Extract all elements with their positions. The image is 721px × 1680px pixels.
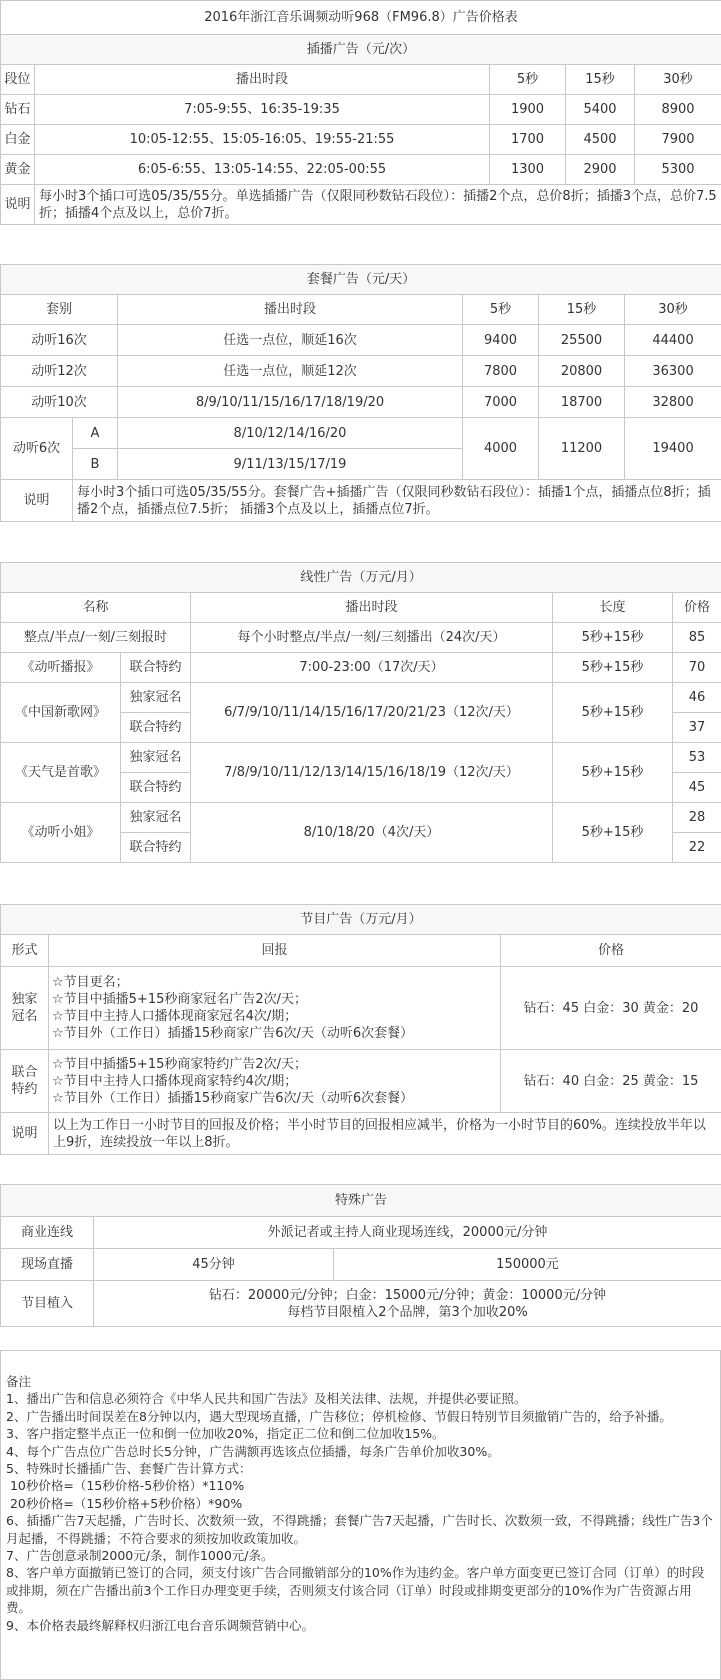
- price-cell: 36300: [625, 356, 721, 387]
- header-15s: 15秒: [566, 65, 635, 95]
- length-cell: 5秒+15秒: [553, 653, 673, 683]
- header-time: 播出时段: [35, 65, 490, 95]
- length-cell: 5秒+15秒: [553, 743, 673, 803]
- price-cell: 钻石：45 白金：30 黄金：20: [501, 967, 721, 1050]
- price-cell: 1300: [490, 155, 566, 185]
- page-title: 2016年浙江音乐调频动听968（FM96.8）广告价格表: [1, 1, 721, 35]
- time-cell: 6:05-6:55、13:05-14:55、22:05-00:55: [35, 155, 490, 185]
- price-cell: 22: [673, 833, 721, 863]
- header-length: 长度: [553, 593, 673, 623]
- time-cell: 9/11/13/15/17/19: [118, 449, 463, 480]
- table-row: [1, 325, 721, 356]
- time-cell: 10:05-12:55、15:05-16:05、19:55-21:55: [35, 125, 490, 155]
- remark-item: 8、客户单方面撤销已签订的合同，须支付该广告合同撤销部分的10%作为违约金。客户单方面变更已签订合同（订单）的时段或排期，须在广告播出前3个工作日办理变更手续，否则须支付该合同（订单）时段或排期变更部分的10%作为广告资源占用费。: [6, 1565, 705, 1616]
- price-cell: 20800: [539, 356, 625, 387]
- special-value: 外派记者或主持人商业现场连线，20000元/分钟: [94, 1217, 721, 1249]
- name-cell: 整点/半点/一刻/三刻报时: [1, 623, 191, 653]
- remark-item: 9、本价格表最终解释权归浙江电台音乐调频营销中心。: [6, 1617, 314, 1633]
- note-label: 说明: [1, 185, 35, 225]
- table-row: [1, 387, 721, 418]
- name-cell: 《动听播报》: [1, 653, 121, 683]
- remark-item: 2、广告播出时间误差在8分钟以内，遇大型现场直播，广告移位；停机检修、节假日特别节目须撤销广告的，给予补播。: [6, 1408, 672, 1424]
- header-5s: 5秒: [463, 295, 539, 325]
- spot-ad-subtitle: 插播广告（元/次）: [1, 35, 721, 65]
- remark-item: 20秒价格=（15秒价格+5秒价格）*90%: [6, 1495, 243, 1511]
- header-price: 价格: [673, 593, 721, 623]
- header-name: 名称: [1, 593, 191, 623]
- time-cell: 8/10/18/20（4次/天）: [191, 803, 553, 863]
- time-cell: 7/8/9/10/11/12/13/14/15/16/18/19（12次/天）: [191, 743, 553, 803]
- note-text: 每小时3个插口可选05/35/55分。套餐广告+插播广告（仅限同秒数钻石段位）：插播1个点，插播点位8折；插播2个点，插播点位7.5折； 插播3个点及以上，插播点位7折。: [73, 480, 721, 522]
- package-ad-table: [0, 264, 721, 522]
- linear-ad-title: 线性广告（万元/月）: [1, 563, 721, 593]
- price-cell: 53: [673, 743, 721, 773]
- header-15s: 15秒: [539, 295, 625, 325]
- note-text: 以上为工作日一小时节目的回报及价格；半小时节目的回报相应减半，价格为一小时节目的60%。连续投放半年以上9折，连续投放一年以上8折。: [49, 1113, 721, 1155]
- table-row: [1, 683, 721, 713]
- price-cell: 32800: [625, 387, 721, 418]
- table-row: [1, 1249, 721, 1281]
- price-cell: 5300: [635, 155, 721, 185]
- time-cell: 6/7/9/10/11/14/15/16/17/20/21/23（12次/天）: [191, 683, 553, 743]
- table-row: [1, 418, 721, 449]
- special-label: 商业连线: [1, 1217, 94, 1249]
- linear-ad-table: [0, 562, 721, 863]
- price-cell: 37: [673, 713, 721, 743]
- time-cell: 任选一点位，顺延12次: [118, 356, 463, 387]
- price-cell: 4500: [566, 125, 635, 155]
- length-cell: 5秒+15秒: [553, 683, 673, 743]
- name-cell: 《天气是首歌》: [1, 743, 121, 803]
- special-value: 150000元: [334, 1249, 721, 1281]
- package-name: 动听6次: [1, 418, 73, 480]
- table-row: [1, 1217, 721, 1249]
- price-cell: 46: [673, 683, 721, 713]
- sponsor-type: 联合特约: [121, 773, 191, 803]
- form-label: 独家 冠名: [1, 967, 49, 1050]
- remark-item: 7、广告创意录制2000元/条，制作1000元/条。: [6, 1548, 274, 1564]
- header-price: 价格: [501, 935, 721, 967]
- time-cell: 8/10/12/14/16/20: [118, 418, 463, 449]
- remark-item: 5、特殊时长播插广告、套餐广告计算方式：: [6, 1461, 252, 1477]
- price-cell: 1900: [490, 95, 566, 125]
- level-cell: 黄金: [1, 155, 35, 185]
- special-value: 45分钟: [94, 1249, 334, 1281]
- table-row: [1, 653, 721, 683]
- variant-label: B: [73, 449, 118, 480]
- reward-list: ☆节目更名； ☆节目中插播5+15秒商家冠名广告2次/天； ☆节目中主持人口播体现商家冠名4次/期； ☆节目外（工作日）插播15秒商家广告6次/天（动听6次套餐）: [49, 967, 501, 1050]
- price-cell: 44400: [625, 325, 721, 356]
- table-row: [1, 1281, 721, 1327]
- sponsor-type: 独家冠名: [121, 743, 191, 773]
- sponsor-type: 联合特约: [121, 653, 191, 683]
- level-cell: 钻石: [1, 95, 35, 125]
- special-label: 节目植入: [1, 1281, 94, 1327]
- price-cell: 19400: [625, 418, 721, 480]
- header-5s: 5秒: [490, 65, 566, 95]
- table-row: [1, 623, 721, 653]
- special-value: 钻石：20000元/分钟；白金：15000元/分钟；黄金：10000元/分钟 每档节目限植入2个品牌，第3个加收20%: [94, 1281, 721, 1327]
- time-cell: 7:00-23:00（17次/天）: [191, 653, 553, 683]
- time-cell: 7:05-9:55、16:35-19:35: [35, 95, 490, 125]
- header-reward: 回报: [49, 935, 501, 967]
- remark-item: 1、播出广告和信息必须符合《中华人民共和国广告法》及相关法律、法规，并提供必要证照。: [6, 1391, 527, 1407]
- table-row: [1, 967, 721, 1050]
- header-30s: 30秒: [625, 295, 721, 325]
- table-row: [1, 803, 721, 833]
- table-row: [1, 1050, 721, 1113]
- price-cell: 45: [673, 773, 721, 803]
- table-row: [1, 356, 721, 387]
- header-time: 播出时段: [118, 295, 463, 325]
- length-cell: 5秒+15秒: [553, 623, 673, 653]
- program-ad-table: [0, 904, 721, 1155]
- price-cell: 钻石：40 白金：25 黄金：15: [501, 1050, 721, 1113]
- special-label: 现场直播: [1, 1249, 94, 1281]
- package-name: 动听12次: [1, 356, 118, 387]
- remark-item: 6、插播广告7天起播，广告时长、次数须一致，不得跳播；套餐广告7天起播，广告时长、次数须一致，不得跳播；线性广告3个月起播，不得跳播；不符合要求的须按加收政策加收。: [6, 1513, 713, 1546]
- note-text: 每小时3个插口可选05/35/55分。单选插播广告（仅限同秒数钻石段位）：插播2个点，总价8折；插播3个点，总价7.5折；插播4个点及以上，总价7折。: [35, 185, 721, 225]
- price-cell: 4000: [463, 418, 539, 480]
- price-cell: 2900: [566, 155, 635, 185]
- note-label: 说明: [1, 1113, 49, 1155]
- price-cell: 9400: [463, 325, 539, 356]
- price-cell: 85: [673, 623, 721, 653]
- table-row: [1, 125, 721, 155]
- time-cell: 每个小时整点/半点/一刻/三刻播出（24次/天）: [191, 623, 553, 653]
- package-name: 动听16次: [1, 325, 118, 356]
- package-ad-title: 套餐广告（元/天）: [1, 265, 721, 295]
- level-cell: 白金: [1, 125, 35, 155]
- price-cell: 8900: [635, 95, 721, 125]
- header-package: 套别: [1, 295, 118, 325]
- remark-item: 4、每个广告点位广告总时长5分钟，广告满额再选该点位插播，每条广告单价加收30%。: [6, 1443, 500, 1459]
- header-form: 形式: [1, 935, 49, 967]
- price-cell: 1700: [490, 125, 566, 155]
- sponsor-type: 联合特约: [121, 713, 191, 743]
- table-row: [1, 743, 721, 773]
- header-level: 段位: [1, 65, 35, 95]
- variant-label: A: [73, 418, 118, 449]
- package-name: 动听10次: [1, 387, 118, 418]
- table-row: [1, 155, 721, 185]
- price-cell: 7000: [463, 387, 539, 418]
- price-cell: 28: [673, 803, 721, 833]
- program-ad-title: 节目广告（万元/月）: [1, 905, 721, 935]
- price-cell: 5400: [566, 95, 635, 125]
- remarks-section: [0, 1350, 721, 1680]
- price-cell: 7800: [463, 356, 539, 387]
- remark-item: 3、客户指定整半点正一位和倒一位加收20%，指定正二位和倒二位加收15%。: [6, 1426, 445, 1442]
- length-cell: 5秒+15秒: [553, 803, 673, 863]
- header-time: 播出时段: [191, 593, 553, 623]
- form-label: 联合 特约: [1, 1050, 49, 1113]
- note-label: 说明: [1, 480, 73, 522]
- sponsor-type: 独家冠名: [121, 683, 191, 713]
- sponsor-type: 独家冠名: [121, 803, 191, 833]
- sponsor-type: 联合特约: [121, 833, 191, 863]
- header-30s: 30秒: [635, 65, 721, 95]
- price-cell: 7900: [635, 125, 721, 155]
- remark-item: 10秒价格=（15秒价格-5秒价格）*110%: [6, 1478, 245, 1494]
- name-cell: 《中国新歌网》: [1, 683, 121, 743]
- remarks-title: 备注: [6, 1374, 32, 1389]
- special-ad-title: 特殊广告: [1, 1185, 721, 1217]
- reward-list: ☆节目中插播5+15秒商家特约广告2次/天； ☆节目中主持人口播体现商家特约4次/期； ☆节目外（工作日）插播15秒商家广告6次/天（动听6次套餐）: [49, 1050, 501, 1113]
- price-cell: 70: [673, 653, 721, 683]
- price-cell: 25500: [539, 325, 625, 356]
- price-cell: 18700: [539, 387, 625, 418]
- time-cell: 任选一点位，顺延16次: [118, 325, 463, 356]
- price-cell: 11200: [539, 418, 625, 480]
- spot-ad-table: [0, 0, 721, 225]
- special-ad-table: [0, 1184, 721, 1327]
- time-cell: 8/9/10/11/15/16/17/18/19/20: [118, 387, 463, 418]
- name-cell: 《动听小姐》: [1, 803, 121, 863]
- table-row: [1, 95, 721, 125]
